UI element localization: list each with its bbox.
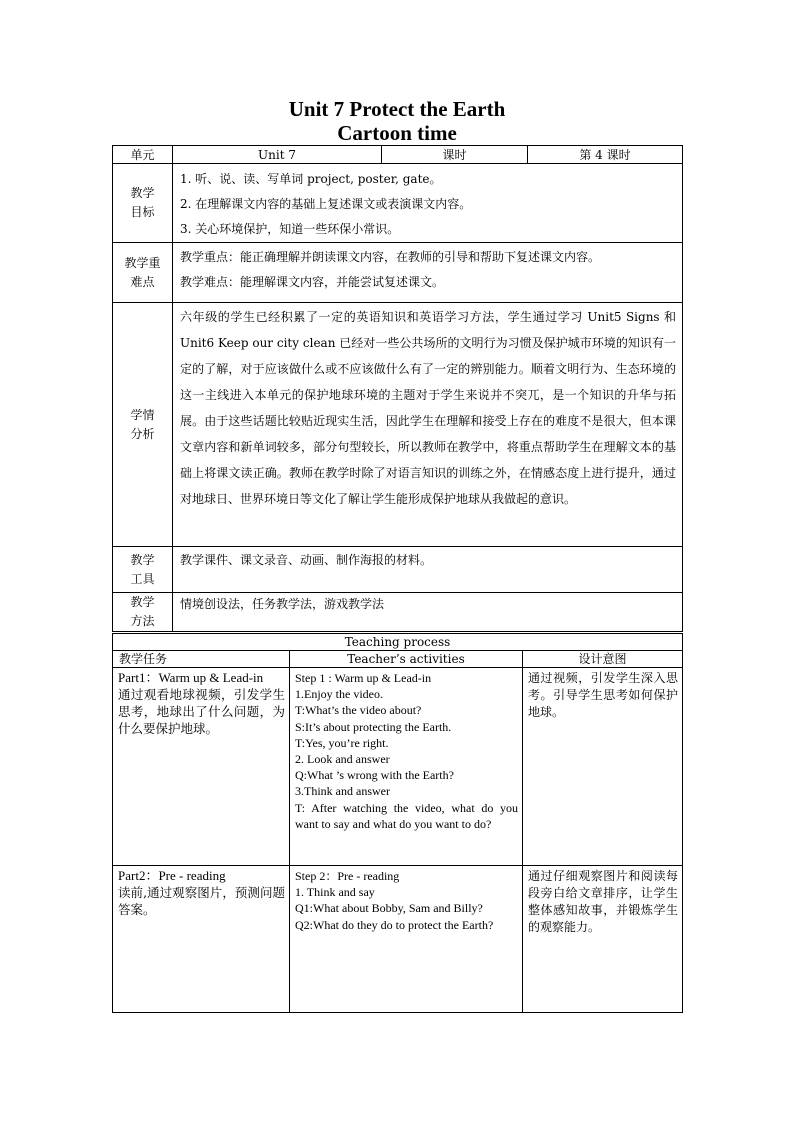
process-row-part1 bbox=[113, 668, 683, 866]
col-header-activities: Teacher’s activities bbox=[290, 651, 523, 668]
unit-value: Unit 7 bbox=[173, 146, 382, 164]
key-points-row bbox=[113, 243, 683, 303]
objectives-row bbox=[113, 164, 683, 243]
task-title: Part1：Warm up & Lead-in bbox=[118, 670, 264, 685]
period-value: 第 4 课时 bbox=[528, 146, 683, 164]
activity-line: T: After watching the video, what do you want to say and what do you want to do? bbox=[295, 800, 518, 831]
activity-line: Q1:What about Bobby, Sam and Billy? bbox=[295, 901, 483, 916]
activity-line: 2. Look and answer bbox=[295, 752, 390, 767]
process-caption-row bbox=[113, 634, 683, 651]
process-caption: Teaching process bbox=[113, 634, 683, 651]
tools-text: 教学课件、课文录音、动画、制作海报的材料。 bbox=[173, 547, 683, 593]
task-title: Part2：Pre - reading bbox=[118, 868, 226, 883]
activities-cell bbox=[290, 866, 523, 1013]
key-point-item: 教学难点：能理解课文内容，并能尝试复述课文。 bbox=[180, 275, 445, 289]
activities-cell bbox=[290, 668, 523, 866]
methods-text: 情境创设法，任务教学法，游戏教学法 bbox=[173, 593, 683, 632]
key-point-item: 教学重点：能正确理解并朗读课文内容，在教师的引导和帮助下复述课文内容。 bbox=[180, 250, 601, 264]
objectives-content bbox=[173, 164, 683, 243]
task-description: 通过观看地球视频，引发学生思考，地球出了什么问题，为什么要保护地球。 bbox=[118, 687, 285, 737]
objective-item: 2. 在理解课文内容的基础上复述课文或表演课文内容。 bbox=[180, 197, 472, 211]
analysis-text: 六年级的学生已经积累了一定的英语知识和英语学习方法，学生通过学习 Unit5 Signs 和 Unit6 Keep our city clean 已经对一些公共场所的文明行为习惯及保护城市环境的知识有一定的了解，对于应该做什么或不应该做什么有了一定的辨别能力。顺着文明行为、生态环境的这一主线进入本单元的保护地球环境的主题对于学生来说并不突兀，是一个知识的升华与拓展。由于这些话题比较贴近现实生活，因此学生在理解和接受上存在的难度不是很大，但本课文章内容和新单词较多，部分句型较长，所以教师在教学中，将重点帮助学生在理解文本的基础上将课文读正确。教师在教学时除了对语言知识的训练之外，在情感态度上进行提升，通过对地球日、世界环境日等文化了解让学生能形成保护地球从我做起的意识。 bbox=[173, 303, 683, 547]
process-header-row bbox=[113, 651, 683, 668]
task-cell bbox=[113, 668, 290, 866]
activity-line: T:What’s the video about? bbox=[295, 703, 422, 718]
col-header-task: 教学任务 bbox=[113, 651, 290, 668]
unit-row bbox=[113, 146, 683, 164]
page-title: Unit 7 Protect the Earth bbox=[288, 97, 506, 121]
objective-item: 1. 听、说、读、写单词 project, poster, gate。 bbox=[180, 172, 442, 186]
tools-row bbox=[113, 547, 683, 593]
activity-line: 1.Enjoy the video. bbox=[295, 687, 383, 702]
activity-line: Step 2：Pre - reading bbox=[295, 869, 400, 883]
analysis-row bbox=[113, 303, 683, 547]
methods-row bbox=[113, 593, 683, 632]
task-cell bbox=[113, 866, 290, 1013]
intent-cell: 通过视频，引发学生深入思考。引导学生思考如何保护地球。 bbox=[523, 668, 683, 866]
page-subtitle: Cartoon time bbox=[337, 121, 457, 145]
activity-line: Step 1 : Warm up & Lead-in bbox=[295, 671, 432, 685]
intent-cell: 通过仔细观察图片和阅读每段旁白给文章排序，让学生整体感知故事，并锻炼学生的观察能力。 bbox=[523, 866, 683, 1013]
objective-item: 3. 关心环境保护，知道一些环保小常识。 bbox=[180, 222, 400, 236]
activity-line: T:Yes, you’re right. bbox=[295, 735, 389, 750]
key-points-content bbox=[173, 243, 683, 303]
task-description: 读前,通过观察图片，预测问题答案。 bbox=[118, 885, 285, 918]
activity-line: Q2:What do they do to protect the Earth? bbox=[295, 917, 494, 932]
methods-label: 教学方法 bbox=[113, 593, 173, 632]
activity-line: 3.Think and answer bbox=[295, 784, 390, 799]
activity-line: Q:What ’s wrong with the Earth? bbox=[295, 768, 454, 783]
lesson-info-table bbox=[112, 145, 683, 632]
teaching-process-table bbox=[112, 633, 683, 1013]
tools-label: 教学工具 bbox=[113, 547, 173, 593]
activity-line: 1. Think and say bbox=[295, 885, 375, 900]
objectives-label: 教学目标 bbox=[113, 164, 173, 243]
period-label: 课时 bbox=[382, 146, 528, 164]
col-header-intent: 设计意图 bbox=[523, 651, 683, 668]
process-row-part2 bbox=[113, 866, 683, 1013]
unit-label: 单元 bbox=[113, 146, 173, 164]
activity-line: S:It’s about protecting the Earth. bbox=[295, 719, 452, 734]
key-points-label: 教学重难点 bbox=[113, 243, 173, 303]
analysis-label: 学情分析 bbox=[113, 303, 173, 547]
